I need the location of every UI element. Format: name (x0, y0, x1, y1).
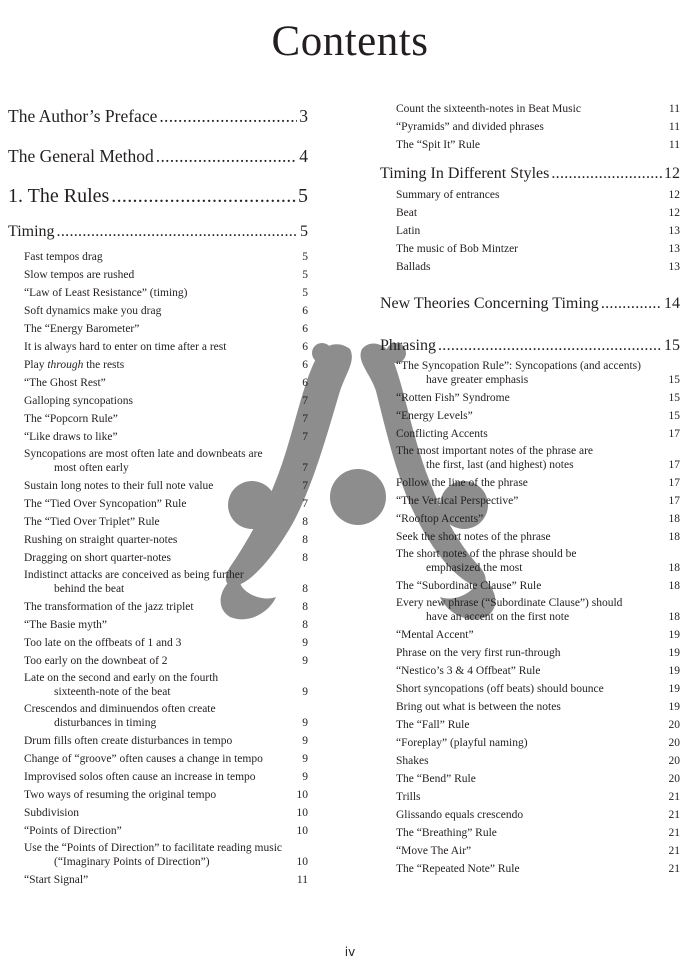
toc-item-page: 7 (302, 413, 308, 425)
toc-item-page: 8 (302, 619, 308, 631)
dot-leader (438, 336, 662, 356)
toc-item-page: 9 (302, 637, 308, 649)
toc-item-page: 15 (668, 392, 680, 404)
toc-item[interactable] (380, 528, 680, 546)
toc-item[interactable] (380, 474, 680, 492)
toc-item[interactable] (8, 302, 308, 320)
toc-item-text-part: the rests (83, 359, 125, 371)
toc-item-text: “Nestico’s 3 & 4 Offbeat” Rule (396, 665, 541, 677)
toc-item-page: 21 (668, 791, 680, 803)
toc-item[interactable] (8, 768, 308, 786)
toc-section-theories[interactable] (380, 294, 680, 338)
toc-item[interactable] (380, 577, 680, 595)
toc-entry-title: Timing In Different Styles (380, 165, 550, 182)
toc-entry-general-method[interactable] (8, 146, 308, 186)
toc-entry-page: 4 (299, 146, 308, 166)
toc-item[interactable] (8, 786, 308, 804)
toc-item[interactable] (380, 204, 680, 222)
toc-item-text: Latin (396, 225, 421, 237)
toc-item[interactable] (8, 248, 308, 266)
toc-item[interactable] (8, 804, 308, 822)
toc-item-text: “Energy Levels” (396, 410, 473, 422)
toc-item[interactable] (380, 136, 680, 154)
toc-item-text: “The Vertical Perspective” (396, 495, 519, 507)
toc-item[interactable] (8, 616, 308, 634)
dot-leader (156, 146, 297, 166)
toc-item-page: 10 (296, 807, 308, 819)
toc-item-text: Follow the line of the phrase (396, 477, 528, 489)
toc-item-page: 9 (302, 771, 308, 783)
toc-item-page: 15 (668, 374, 680, 386)
toc-list-timing (8, 248, 308, 889)
toc-item[interactable] (8, 549, 308, 567)
toc-item-text-continued: emphasized the most (426, 562, 523, 574)
toc-item[interactable] (380, 842, 680, 860)
toc-item-text-continued: have an accent on the first note (426, 611, 570, 623)
toc-item-text-continued: have greater emphasis (426, 374, 529, 386)
toc-item-page: 6 (302, 341, 308, 353)
toc-item-text: Indistinct attacks are conceived as being further (24, 569, 244, 581)
dot-leader (159, 106, 297, 126)
toc-item[interactable] (380, 680, 680, 698)
toc-item-text: The “Popcorn Rule” (24, 413, 118, 425)
dot-leader (57, 222, 298, 242)
toc-item-page: 17 (668, 428, 680, 440)
toc-item-text: “Law of Least Resistance” (timing) (24, 287, 188, 299)
toc-item-text: The “Subordinate Clause” Rule (396, 580, 542, 592)
toc-entry-page: 15 (664, 337, 680, 354)
toc-item-text: The “Tied Over Triplet” Rule (24, 516, 160, 528)
dot-leader (551, 164, 662, 184)
toc-item-text: “Mental Accent” (396, 629, 474, 641)
dot-leader (601, 294, 662, 314)
toc-item-text: Count the sixteenth-notes in Beat Music (396, 103, 581, 115)
toc-item[interactable] (380, 860, 680, 878)
toc-item-text: Soft dynamics make you drag (24, 305, 162, 317)
toc-item-text: Seek the short notes of the phrase (396, 531, 551, 543)
toc-list-timing-cont (380, 100, 680, 154)
toc-item-text: Late on the second and early on the fourth (24, 672, 219, 684)
toc-item[interactable] (380, 118, 680, 136)
toc-item-page: 20 (668, 737, 680, 749)
toc-item-text-continued: disturbances in timing (54, 717, 157, 729)
toc-item[interactable] (8, 750, 308, 768)
toc-item[interactable] (380, 492, 680, 510)
toc-item[interactable] (380, 824, 680, 842)
page-number: iv (344, 945, 356, 959)
toc-item-text: “The Ghost Rest” (24, 377, 106, 389)
toc-item-page: 18 (668, 531, 680, 543)
toc-item-page: 18 (668, 611, 680, 623)
toc-item-text: Every new phrase (“Subordinate Clause”) should (396, 597, 623, 609)
toc-item[interactable] (8, 531, 308, 549)
toc-item-text: “Like draws to like” (24, 431, 118, 443)
toc-item-page: 18 (668, 580, 680, 592)
toc-entry-page: 12 (664, 165, 680, 182)
toc-item-text-emphasis: through (47, 359, 84, 371)
toc-item-page: 9 (302, 735, 308, 747)
toc-item-page: 12 (668, 207, 680, 219)
toc-item[interactable] (380, 546, 680, 577)
toc-item-page: 11 (668, 121, 680, 133)
toc-item-text: Too early on the downbeat of 2 (24, 655, 168, 667)
toc-item-text (24, 359, 124, 371)
toc-item-page: 7 (302, 431, 308, 443)
toc-entry-title: Timing (8, 223, 55, 240)
toc-entry-page: 5 (298, 185, 308, 207)
toc-item-text: Sustain long notes to their full note value (24, 480, 214, 492)
toc-item-text-continued: (“Imaginary Points of Direction”) (54, 856, 210, 868)
toc-column-right (380, 103, 680, 878)
toc-item[interactable] (8, 513, 308, 531)
toc-item-text: Glissando equals crescendo (396, 809, 524, 821)
toc-item-text: The “Repeated Note” Rule (396, 863, 520, 875)
toc-item-page: 21 (668, 809, 680, 821)
toc-item[interactable] (380, 407, 680, 425)
toc-item[interactable] (380, 100, 680, 118)
toc-item-text: The “Fall” Rule (396, 719, 470, 731)
toc-entry-page: 14 (664, 295, 680, 312)
toc-item-page: 9 (302, 753, 308, 765)
toc-chapter-rules[interactable] (8, 186, 308, 226)
toc-item-text: Use the “Points of Direction” to facilitate reading music (24, 842, 283, 854)
toc-item[interactable] (380, 358, 680, 389)
page-title: Contents (271, 18, 429, 65)
toc-item-page: 21 (668, 863, 680, 875)
toc-item-text: Crescendos and diminuendos often create (24, 703, 216, 715)
toc-item[interactable] (380, 595, 680, 626)
toc-item[interactable] (380, 716, 680, 734)
toc-item-page: 5 (302, 251, 308, 263)
toc-item-text: Dragging on short quarter-notes (24, 552, 171, 564)
toc-item-text: The “Tied Over Syncopation” Rule (24, 498, 187, 510)
toc-item[interactable] (8, 871, 308, 889)
toc-item-text: Summary of entrances (396, 189, 500, 201)
toc-item[interactable] (8, 428, 308, 446)
toc-item[interactable] (8, 356, 308, 374)
toc-item[interactable] (380, 222, 680, 240)
toc-item-text: The short notes of the phrase should be (396, 548, 577, 560)
toc-item-text: “Rotten Fish” Syndrome (396, 392, 510, 404)
toc-item[interactable] (8, 732, 308, 750)
toc-item[interactable] (8, 670, 308, 701)
toc-item-page: 15 (668, 410, 680, 422)
toc-item-page: 12 (668, 189, 680, 201)
toc-item[interactable] (380, 752, 680, 770)
toc-item-text-part: Play (24, 359, 48, 371)
toc-item-page: 6 (302, 359, 308, 371)
toc-item[interactable] (380, 644, 680, 662)
toc-item[interactable] (8, 634, 308, 652)
toc-item[interactable] (380, 662, 680, 680)
toc-item-page: 18 (668, 562, 680, 574)
toc-item-page: 13 (668, 261, 680, 273)
toc-item[interactable] (380, 626, 680, 644)
toc-item[interactable] (8, 840, 308, 871)
toc-item-text: Bring out what is between the notes (396, 701, 561, 713)
toc-item-text: Trills (396, 791, 421, 803)
toc-item-text: Too late on the offbeats of 1 and 3 (24, 637, 182, 649)
toc-item-page: 11 (668, 139, 680, 151)
toc-item-text: Phrase on the very first run-through (396, 647, 561, 659)
toc-item-page: 8 (302, 516, 308, 528)
toc-item[interactable] (8, 392, 308, 410)
toc-item-text: Drum fills often create disturbances in tempo (24, 735, 233, 747)
toc-entry-page: 3 (299, 106, 308, 126)
toc-item-page: 20 (668, 719, 680, 731)
toc-item-text: “Move The Air” (396, 845, 472, 857)
toc-item-text: “Points of Direction” (24, 825, 122, 837)
dot-leader (111, 186, 296, 206)
toc-item-page: 11 (296, 874, 308, 886)
toc-item-page: 7 (302, 498, 308, 510)
toc-item-page: 20 (668, 773, 680, 785)
toc-item-text: Fast tempos drag (24, 251, 103, 263)
toc-item-text: Conflicting Accents (396, 428, 488, 440)
toc-item-page: 7 (302, 480, 308, 492)
toc-item-text-continued: most often early (54, 462, 129, 474)
toc-list-styles (380, 186, 680, 276)
toc-item[interactable] (380, 788, 680, 806)
toc-item-text: “The Basie myth” (24, 619, 108, 631)
toc-item[interactable] (8, 495, 308, 513)
toc-item[interactable] (8, 284, 308, 302)
toc-item-page: 19 (668, 701, 680, 713)
toc-entry-title: The General Method (8, 146, 154, 166)
toc-item-page: 10 (296, 825, 308, 837)
toc-item-text: “Start Signal” (24, 874, 89, 886)
toc-item-page: 17 (668, 495, 680, 507)
toc-item-page: 19 (668, 665, 680, 677)
toc-item[interactable] (380, 734, 680, 752)
toc-section-styles[interactable] (380, 164, 680, 186)
toc-item[interactable] (8, 410, 308, 428)
toc-item[interactable] (380, 389, 680, 407)
toc-item-text: “Pyramids” and divided phrases (396, 121, 544, 133)
toc-item[interactable] (8, 567, 308, 598)
toc-item[interactable] (8, 822, 308, 840)
toc-item-text: Ballads (396, 261, 431, 273)
toc-item[interactable] (380, 258, 680, 276)
toc-item-text: It is always hard to enter on time after a rest (24, 341, 227, 353)
toc-item-text: Shakes (396, 755, 429, 767)
toc-item-page: 19 (668, 683, 680, 695)
toc-item-text: The “Energy Barometer” (24, 323, 140, 335)
toc-item-text: “The Syncopation Rule”: Syncopations (and accents) (396, 360, 641, 372)
toc-item[interactable] (8, 477, 308, 495)
toc-item-page: 8 (302, 534, 308, 546)
toc-item-text: The “Spit It” Rule (396, 139, 480, 151)
toc-item[interactable] (8, 320, 308, 338)
toc-item-text: The “Breathing” Rule (396, 827, 497, 839)
toc-item[interactable] (380, 240, 680, 258)
toc-item-text-continued: sixteenth-note of the beat (54, 686, 171, 698)
toc-item-page: 18 (668, 513, 680, 525)
toc-item-page: 21 (668, 827, 680, 839)
toc-item-text: Slow tempos are rushed (24, 269, 135, 281)
toc-item[interactable] (8, 652, 308, 670)
toc-item-page: 9 (302, 655, 308, 667)
toc-item-text: The “Bend” Rule (396, 773, 476, 785)
toc-item-page: 6 (302, 323, 308, 335)
toc-entry-title: Phrasing (380, 337, 436, 354)
toc-item-page: 6 (302, 305, 308, 317)
toc-item-page: 7 (302, 462, 308, 474)
toc-list-phrasing (380, 358, 680, 878)
toc-entry-title: New Theories Concerning Timing (380, 295, 599, 312)
toc-entry-title: The Author’s Preface (8, 106, 158, 126)
toc-entry-preface[interactable] (8, 106, 308, 146)
toc-item[interactable] (380, 806, 680, 824)
toc-item-text: Rushing on straight quarter-notes (24, 534, 178, 546)
toc-item-text: Syncopations are most often late and downbeats are (24, 448, 263, 460)
toc-item[interactable] (380, 510, 680, 528)
toc-item-text: “Foreplay” (playful naming) (396, 737, 528, 749)
toc-item-page: 19 (668, 629, 680, 641)
toc-item-page: 8 (302, 552, 308, 564)
toc-item[interactable] (8, 266, 308, 284)
toc-item-text: “Rooftop Accents” (396, 513, 484, 525)
toc-item-text-continued: the first, last (and highest) notes (426, 459, 574, 471)
toc-item-page: 7 (302, 395, 308, 407)
toc-item-page: 21 (668, 845, 680, 857)
toc-item[interactable] (8, 446, 308, 477)
toc-item-page: 5 (302, 269, 308, 281)
toc-item-page: 9 (302, 686, 308, 698)
toc-item-text: The music of Bob Mintzer (396, 243, 519, 255)
toc-item-text: Two ways of resuming the original tempo (24, 789, 217, 801)
toc-section-timing[interactable] (8, 222, 308, 248)
toc-item-page: 13 (668, 225, 680, 237)
toc-entry-page: 5 (300, 223, 308, 240)
toc-item-page: 5 (302, 287, 308, 299)
toc-item-text-continued: behind the beat (54, 583, 125, 595)
toc-item-page: 13 (668, 243, 680, 255)
toc-item-page: 11 (668, 103, 680, 115)
toc-item[interactable] (380, 770, 680, 788)
toc-item-page: 8 (302, 583, 308, 595)
toc-item[interactable] (8, 338, 308, 356)
toc-item-page: 10 (296, 856, 308, 868)
toc-item[interactable] (380, 698, 680, 716)
toc-item-text: Improvised solos often cause an increase in tempo (24, 771, 256, 783)
toc-item-page: 20 (668, 755, 680, 767)
toc-item-page: 8 (302, 601, 308, 613)
toc-item-page: 6 (302, 377, 308, 389)
toc-item[interactable] (380, 186, 680, 204)
toc-item[interactable] (8, 598, 308, 616)
toc-item-text: Galloping syncopations (24, 395, 133, 407)
toc-item[interactable] (8, 374, 308, 392)
toc-item[interactable] (8, 701, 308, 732)
toc-entry-title: 1. The Rules (8, 185, 110, 207)
toc-item-page: 17 (668, 459, 680, 471)
toc-column-left (8, 106, 308, 889)
toc-item-text: Subdivision (24, 807, 79, 819)
toc-item[interactable] (380, 425, 680, 443)
toc-section-phrasing[interactable] (380, 336, 680, 358)
toc-item-page: 17 (668, 477, 680, 489)
toc-item-page: 10 (296, 789, 308, 801)
toc-item-text: Beat (396, 207, 418, 219)
toc-item[interactable] (380, 443, 680, 474)
toc-item-page: 19 (668, 647, 680, 659)
toc-item-text: Short syncopations (off beats) should bounce (396, 683, 604, 695)
toc-item-text: The transformation of the jazz triplet (24, 601, 194, 613)
toc-item-text: Change of “groove” often causes a change in tempo (24, 753, 263, 765)
toc-item-page: 9 (302, 717, 308, 729)
toc-item-text: The most important notes of the phrase are (396, 445, 594, 457)
